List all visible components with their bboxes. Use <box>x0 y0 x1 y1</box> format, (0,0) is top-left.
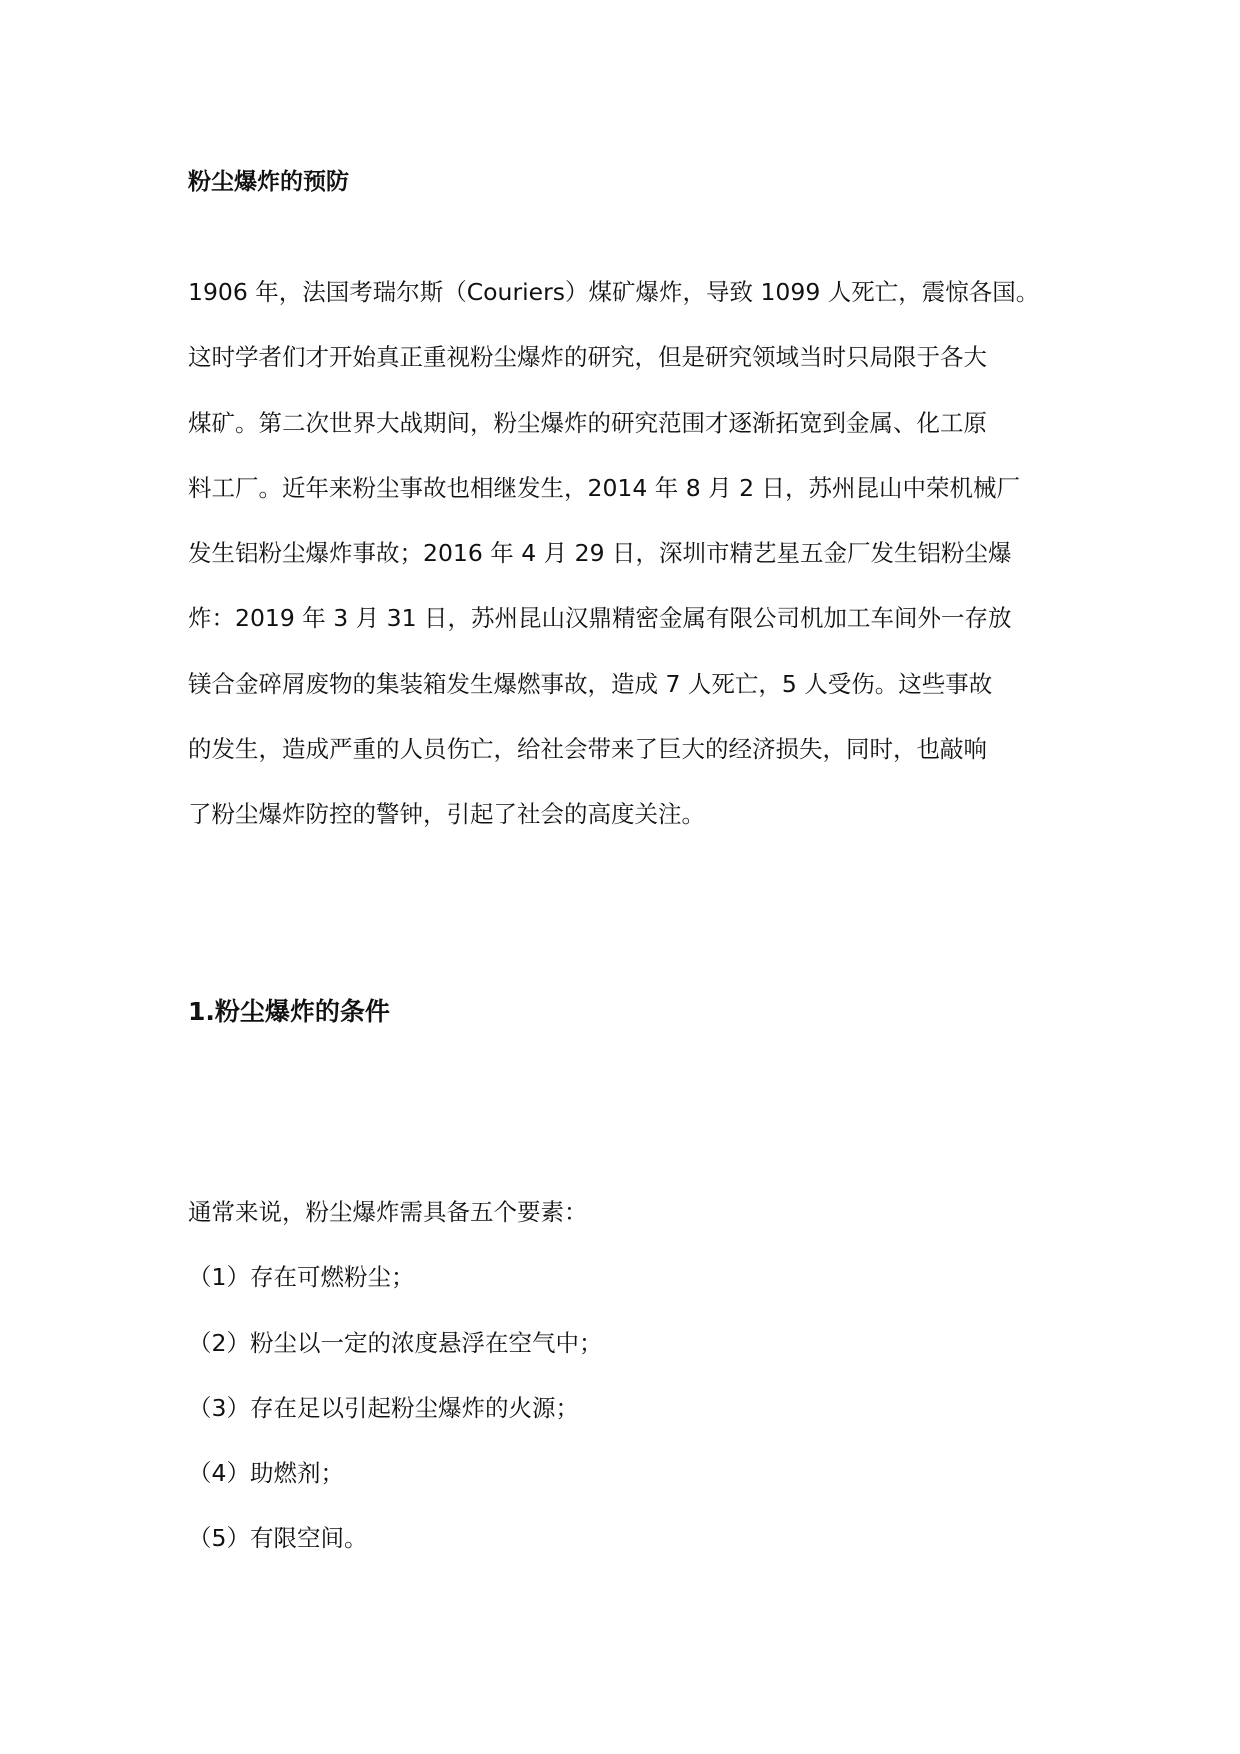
document-title: 粉尘爆炸的预防 <box>188 169 349 195</box>
paragraph-line: 1906 年，法国考瑞尔斯（Couriers）煤矿爆炸，导致 1099 人死亡，震惊各国。 <box>188 278 1040 306</box>
paragraph-line: 煤矿。第二次世界大战期间，粉尘爆炸的研究范围才逐渐拓宽到金属、化工原 <box>188 408 987 437</box>
list-item: （2）粉尘以一定的浓度悬浮在空气中； <box>188 1328 603 1357</box>
section-heading: 1.粉尘爆炸的条件 <box>188 997 390 1026</box>
list-item: （3）存在足以引起粉尘爆炸的火源； <box>188 1393 579 1422</box>
paragraph-line: 镁合金碎屑废物的集装箱发生爆燃事故，造成 7 人死亡，5 人受伤。这些事故 <box>188 669 993 698</box>
list-item: （5）有限空间。 <box>188 1524 368 1553</box>
conditions-intro: 通常来说，粉尘爆炸需具备五个要素： <box>188 1198 588 1226</box>
intro-paragraph <box>188 272 1068 860</box>
paragraph-line: 了粉尘爆炸防控的警钟，引起了社会的高度关注。 <box>188 800 705 829</box>
list-item: （1）存在可燃粉尘； <box>188 1263 415 1292</box>
paragraph-line: 炸：2019 年 3 月 31 日，苏州昆山汉鼎精密金属有限公司机加工车间外一存放 <box>188 604 1012 633</box>
paragraph-line: 料工厂。近年来粉尘事故也相继发生，2014 年 8 月 2 日，苏州昆山中荣机械厂 <box>188 473 1021 502</box>
list-item: （4）助燃剂； <box>188 1459 344 1488</box>
paragraph-line: 的发生，造成严重的人员伤亡，给社会带来了巨大的经济损失，同时，也敲响 <box>188 735 987 764</box>
conditions-list <box>188 1192 602 1584</box>
paragraph-line: 这时学者们才开始真正重视粉尘爆炸的研究，但是研究领域当时只局限于各大 <box>188 343 987 372</box>
paragraph-line: 发生铝粉尘爆炸事故；2016 年 4 月 29 日，深圳市精艺星五金厂发生铝粉尘爆 <box>188 539 1012 568</box>
